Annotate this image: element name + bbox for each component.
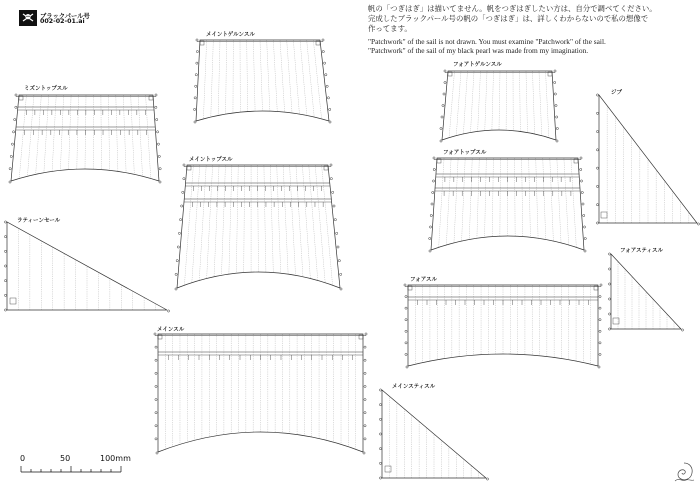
sail-main-topgallant	[193, 39, 331, 123]
sail-fore-topgallant	[440, 70, 559, 142]
scale-bar	[20, 454, 140, 478]
scale-label-50: 50	[60, 454, 71, 463]
label-mizzen-topsail: ミズントップスル	[24, 86, 68, 92]
sail-jib	[596, 94, 699, 225]
note-jp-line-3: 作ってます。	[368, 24, 412, 33]
sail-lateen	[4, 221, 169, 312]
note-jp-line-1: 帆の「つぎはぎ」は描いてません。帆をつぎはぎしたい方は、自分で調べてください。	[368, 4, 657, 13]
label-jib: ジブ	[611, 90, 623, 96]
label-fore-sail: フォアスル	[410, 277, 438, 283]
sail-fore-staysail	[608, 253, 683, 331]
label-lateen-sail: ラティーンセール	[17, 218, 61, 224]
sail-main-topsail	[175, 164, 342, 290]
note-jp-line-2: 完成したブラックパール号の帆の「つぎはぎ」は、詳しくわからないので私の想像で	[368, 14, 649, 23]
drawing-id: 002-02-01.ai	[40, 18, 85, 25]
jolly-roger-flag	[19, 10, 37, 26]
label-main-sail: メインスル	[157, 327, 185, 333]
label-main-staysail: メインスティスル	[392, 384, 436, 390]
sail-main-staysail	[379, 389, 488, 480]
jolly-roger-icon	[22, 12, 34, 24]
title-block	[19, 10, 117, 26]
label-fore-staysail: フォアスティスル	[620, 248, 663, 254]
sail-fore-topsail	[429, 157, 587, 252]
scale-label-0: 0	[20, 454, 26, 463]
scale-ruler	[20, 465, 130, 475]
ship-name: ブラックパール号	[40, 13, 90, 20]
note-en-line-1: "Patchwork" of the sail is not drawn. You must examine "Patchwork" of the sail.	[368, 37, 606, 46]
label-main-topgallant: メイントゲルンスル	[206, 32, 255, 38]
sail-mizzen-topsail	[9, 94, 161, 183]
sail-fore-sail	[404, 284, 602, 368]
label-main-topsail: メイントップスル	[189, 157, 233, 163]
scale-label-100: 100mm	[100, 454, 131, 463]
signature-mark	[672, 460, 696, 484]
sail-main-sail	[154, 333, 367, 454]
note-en-line-2: "Patchwork" of the sail of my black pearl was made from my imagination.	[368, 46, 589, 55]
label-fore-topsail: フォアトップスル	[443, 150, 487, 156]
label-fore-topgallant: フォアトゲルンスル	[453, 62, 502, 68]
